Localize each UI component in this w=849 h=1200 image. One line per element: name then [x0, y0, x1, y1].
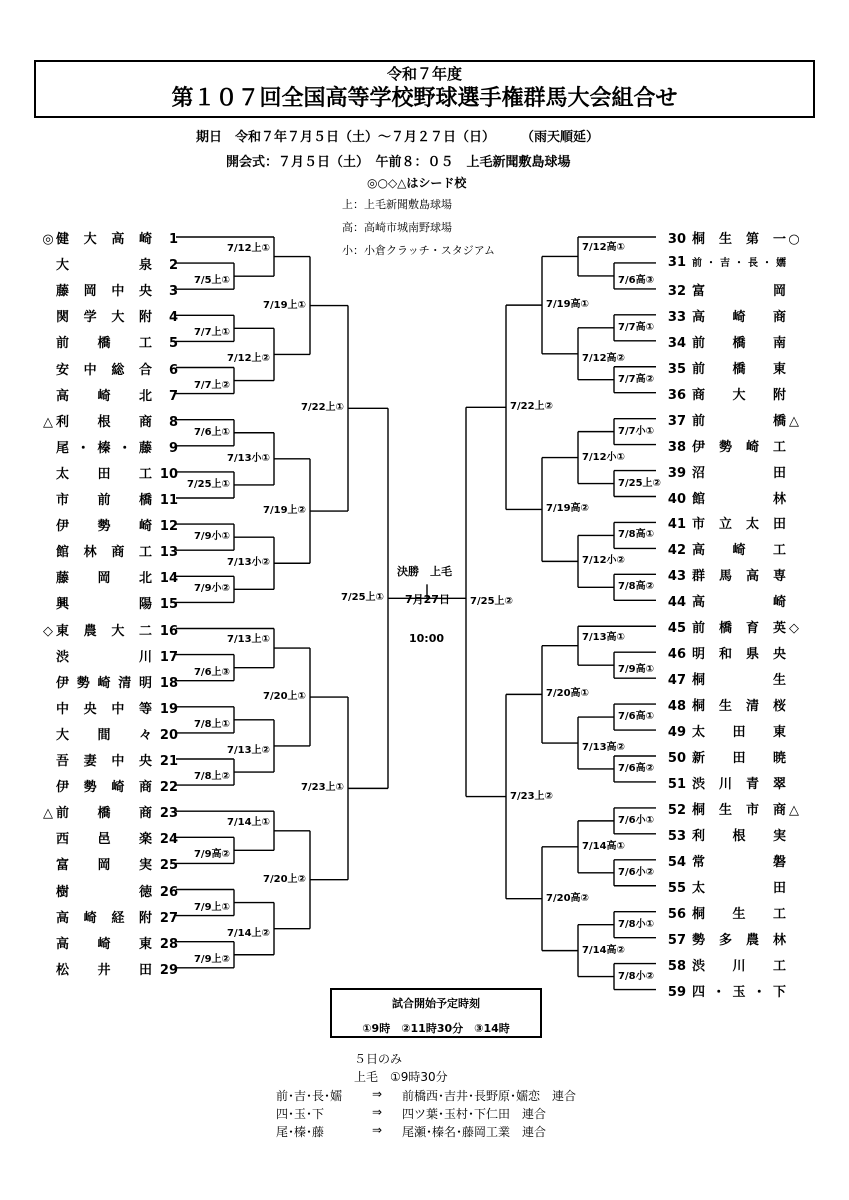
team-row [40, 776, 190, 795]
team-row [40, 280, 190, 299]
team-number: 7 [168, 388, 178, 404]
team-name: 桐生 [692, 673, 786, 689]
joint-team-2-abbr: 四･玉･下 [276, 1107, 325, 1121]
legend-title: 試合開始予定時刻 [392, 997, 480, 1010]
team-row [40, 359, 190, 378]
team-row [40, 489, 190, 508]
team-row [40, 854, 190, 873]
team-name: 伊勢崎工 [692, 439, 786, 455]
team-row [660, 254, 830, 270]
match-label: 7/25上② [618, 474, 661, 489]
match-label: 7/19高① [546, 295, 589, 310]
team-row [40, 620, 190, 639]
team-row [40, 306, 190, 325]
seed-mark: △ [43, 414, 53, 430]
match-label: 7/25上① [187, 475, 230, 490]
match-label: 7/12小② [582, 551, 625, 566]
team-number: 26 [159, 884, 178, 900]
team-number: 53 [667, 828, 686, 844]
team-name: 伊勢崎清明 [56, 675, 152, 691]
match-label: 7/6小② [618, 863, 654, 878]
team-row [660, 695, 830, 714]
team-row [40, 959, 190, 978]
team-number: 19 [159, 701, 178, 717]
match-label: 7/12上② [227, 349, 270, 364]
team-row [660, 981, 830, 1000]
team-number: 29 [159, 962, 178, 978]
team-number: 6 [168, 362, 178, 378]
match-label: 7/8上① [194, 715, 230, 730]
title-year: 令和７年度 [386, 65, 462, 83]
team-number: 28 [159, 936, 178, 952]
team-row [660, 747, 830, 766]
team-number: 24 [159, 832, 178, 848]
match-label: 7/6上① [194, 423, 230, 438]
match-label: 7/8高① [618, 525, 654, 540]
team-row [660, 462, 830, 481]
team-name: 前橋商 [56, 806, 152, 822]
team-name: 明和県央 [692, 647, 786, 663]
team-name: 市立太田 [692, 517, 786, 533]
team-number: 56 [667, 906, 686, 922]
match-label: 7/6高① [618, 707, 654, 722]
team-number: 33 [667, 309, 686, 325]
match-label: 7/20上② [263, 870, 306, 885]
seed-mark: ○ [788, 232, 800, 247]
team-name: 渋川工 [692, 958, 786, 974]
match-label: 7/23上② [510, 787, 553, 802]
team-row [40, 881, 190, 900]
team-row [660, 929, 830, 948]
match-label: 7/20上① [263, 687, 306, 702]
team-number: 37 [667, 413, 686, 429]
team-number: 41 [667, 517, 686, 533]
team-name: 高崎東 [56, 936, 152, 952]
team-name: 吾妻中央 [56, 754, 152, 769]
team-number: 5 [168, 336, 178, 352]
team-number: 39 [667, 465, 686, 481]
seed-note: ◎○◇△はシード校 [367, 176, 467, 190]
team-name: 興陽 [56, 597, 152, 613]
match-label: 7/22上② [510, 397, 553, 412]
team-row [40, 541, 190, 560]
match-label: 7/6高② [618, 759, 654, 774]
match-label: 7/19高② [546, 499, 589, 514]
team-number: 49 [667, 725, 686, 741]
match-label: 7/20高② [546, 889, 589, 904]
match-label: 7/9小① [194, 527, 230, 542]
team-name: 前橋工 [56, 336, 152, 352]
joint-team-1-full: 前橋西･吉井･長野原･嬬恋 連合 [402, 1089, 577, 1103]
match-label: 7/13高① [582, 628, 625, 643]
match-label: 7/19上① [263, 296, 306, 311]
note-jomo-time: 上毛 ①9時30分 [354, 1070, 448, 1084]
team-row [660, 721, 830, 740]
team-name: 四・玉・下 [692, 984, 786, 1000]
match-label: 7/12小① [582, 448, 625, 463]
team-row [660, 228, 830, 247]
team-row [660, 306, 830, 325]
match-label: 7/6上③ [194, 663, 230, 678]
team-name: 新田暁 [692, 751, 786, 766]
team-number: 40 [667, 491, 686, 507]
team-row [40, 593, 190, 612]
tournament-dates: 期日 令和７年７月５日（土）～７月２７日（日） （雨天順延） [196, 130, 600, 145]
opening-ceremony: 開会式：７月５日（土） 午前８：０５ 上毛新聞敷島球場 [226, 155, 571, 170]
team-number: 9 [168, 440, 178, 456]
team-name: 勢多農林 [692, 932, 786, 948]
team-number: 43 [667, 569, 686, 585]
team-name: 尾・榛・藤 [56, 440, 152, 456]
arrow-icon: ⇒ [372, 1105, 383, 1119]
team-name: 安中総合 [56, 362, 152, 378]
team-row [660, 955, 830, 974]
team-name: 西邑楽 [56, 832, 152, 848]
team-number: 14 [159, 571, 178, 587]
team-name: 富岡 [692, 283, 786, 299]
team-number: 10 [159, 466, 178, 482]
match-label: 7/9高① [618, 660, 654, 675]
team-row [40, 228, 190, 247]
team-name: 藤岡北 [56, 571, 152, 587]
team-name: 沼田 [692, 465, 786, 481]
team-number: 48 [667, 699, 686, 715]
arrow-icon: ⇒ [372, 1087, 383, 1101]
team-name: 大間々 [56, 727, 152, 743]
team-row [40, 828, 190, 847]
match-label: 7/6高③ [618, 271, 654, 286]
team-row [660, 825, 830, 844]
team-name: 桐生工 [692, 906, 786, 922]
team-number: 16 [159, 623, 178, 639]
match-label: 7/9小② [194, 579, 230, 594]
match-label: 7/12上① [227, 239, 270, 254]
match-label: 7/22上① [301, 398, 344, 413]
seed-mark: ◎ [42, 232, 54, 247]
team-name: 太田 [692, 880, 786, 896]
match-label: 7/23上① [301, 778, 344, 793]
match-label: 7/25上① [341, 588, 384, 603]
team-name: 高崎北 [56, 388, 152, 404]
joint-team-1-abbr: 前･吉･長･嬬 [276, 1089, 343, 1103]
team-row [660, 799, 830, 818]
match-label: 7/7高① [618, 318, 654, 333]
team-row [40, 437, 190, 456]
team-row [40, 567, 190, 586]
team-row [660, 591, 830, 610]
team-name: 利根商 [56, 414, 152, 430]
team-name: 大泉 [56, 258, 152, 274]
team-row [660, 851, 830, 870]
seed-mark: ◇ [789, 621, 799, 637]
team-number: 13 [159, 545, 178, 561]
match-label: 7/8小① [618, 915, 654, 930]
team-number: 42 [667, 543, 686, 559]
team-row [660, 565, 830, 584]
team-name: 館林商工 [56, 545, 152, 561]
match-label: 7/13小② [227, 553, 270, 568]
team-number: 46 [667, 647, 686, 663]
team-name: 富岡実 [56, 858, 152, 874]
team-name: 太田東 [692, 725, 786, 741]
team-name: 桐生清桜 [692, 699, 786, 715]
team-number: 57 [667, 932, 686, 948]
start-time-legend [330, 988, 542, 1038]
team-name: 利根実 [692, 828, 786, 844]
team-row [660, 358, 830, 377]
match-label: 7/8小② [618, 967, 654, 982]
team-number: 12 [159, 519, 178, 535]
team-row [660, 384, 830, 403]
team-name: 高崎工 [692, 543, 786, 559]
seed-mark: △ [789, 413, 799, 429]
team-name: 樹徳 [56, 884, 152, 900]
joint-team-2-full: 四ツ葉･玉村･下仁田 連合 [402, 1107, 547, 1121]
match-label: 7/12高② [582, 349, 625, 364]
final-date: 7月27日 [405, 593, 450, 606]
team-number: 17 [159, 649, 178, 665]
team-number: 1 [168, 232, 178, 247]
team-number: 47 [667, 673, 686, 689]
team-name: 群馬高専 [692, 569, 786, 585]
team-row [40, 254, 190, 273]
team-name: 健大高崎 [56, 232, 152, 247]
team-number: 59 [667, 984, 686, 1000]
team-name: 関学大附 [56, 310, 152, 326]
match-label: 7/19上② [263, 501, 306, 516]
team-row [660, 643, 830, 662]
team-number: 35 [667, 361, 686, 377]
team-number: 8 [168, 414, 178, 430]
match-label: 7/13小① [227, 449, 270, 464]
joint-team-3-full: 尾瀬･榛名･藤岡工業 連合 [402, 1125, 547, 1139]
team-name: 館林 [692, 491, 786, 507]
team-number: 31 [667, 254, 686, 270]
match-label: 7/6小① [618, 811, 654, 826]
match-label: 7/25上② [470, 592, 513, 607]
team-number: 20 [159, 727, 178, 743]
team-row [660, 903, 830, 922]
team-row [40, 332, 190, 351]
team-name: 渋川青翠 [692, 776, 786, 792]
match-label: 7/14高② [582, 941, 625, 956]
team-number: 44 [667, 595, 686, 611]
team-name: 桐生第一 [692, 232, 786, 247]
team-name: 伊勢崎商 [56, 780, 152, 796]
legend-times: ①9時 ②11時30分 ③14時 [362, 1022, 510, 1035]
team-row [40, 646, 190, 665]
match-label: 7/20高① [546, 684, 589, 699]
team-row [40, 463, 190, 482]
match-label: 7/14高① [582, 837, 625, 852]
team-number: 3 [168, 284, 178, 300]
team-number: 38 [667, 439, 686, 455]
team-name: 中央中等 [56, 701, 152, 717]
team-row [40, 411, 190, 430]
team-row [40, 750, 190, 769]
team-name: 太田工 [56, 466, 152, 482]
team-name: 松井田 [56, 962, 152, 978]
venue-jomo: 上：上毛新聞敷島球場 [342, 198, 452, 211]
team-row [40, 515, 190, 534]
team-number: 2 [168, 258, 178, 274]
team-number: 4 [168, 310, 178, 326]
team-row [660, 617, 830, 636]
team-name: 桐生市商 [692, 802, 786, 818]
team-row [40, 907, 190, 926]
match-label: 7/9上② [194, 950, 230, 965]
team-name: 前橋南 [692, 335, 786, 351]
team-name: 前橋 [692, 413, 786, 429]
team-number: 25 [159, 858, 178, 874]
team-name: 高崎商 [692, 309, 786, 325]
team-name: 高崎経附 [56, 910, 152, 926]
team-name: 市前橋 [56, 493, 152, 508]
team-row [40, 802, 190, 821]
team-number: 30 [667, 232, 686, 247]
team-number: 15 [159, 597, 178, 613]
joint-team-3-abbr: 尾･榛･藤 [276, 1125, 325, 1139]
team-row [660, 488, 830, 507]
team-row [660, 436, 830, 455]
match-label: 7/7上② [194, 376, 230, 391]
team-row [660, 669, 830, 688]
team-name: 商大附 [692, 387, 786, 403]
match-label: 7/9上① [194, 898, 230, 913]
team-row [40, 933, 190, 952]
match-label: 7/9高② [194, 845, 230, 860]
team-row [660, 410, 830, 429]
team-row [660, 877, 830, 896]
team-number: 23 [159, 806, 178, 822]
seed-mark: △ [789, 802, 799, 818]
match-label: 7/5上① [194, 271, 230, 286]
venue-takasaki: 高：高崎市城南野球場 [342, 221, 452, 234]
match-label: 7/13上② [227, 741, 270, 756]
match-label: 7/14上② [227, 924, 270, 939]
team-number: 21 [159, 754, 178, 769]
team-number: 52 [667, 802, 686, 818]
team-number: 34 [667, 335, 686, 351]
match-label: 7/13上① [227, 630, 270, 645]
team-row [660, 280, 830, 299]
final-label: 決勝 上毛 [397, 565, 452, 578]
final-time: 10:00 [409, 632, 445, 645]
match-label: 7/7高② [618, 370, 654, 385]
team-row [660, 513, 830, 532]
team-row [660, 332, 830, 351]
team-name: 高崎 [692, 595, 786, 611]
team-number: 18 [159, 675, 178, 691]
match-label: 7/14上① [227, 813, 270, 828]
page-title: 第１０７回全国高等学校野球選手権群馬大会組合せ [171, 86, 678, 111]
match-label: 7/8高② [618, 577, 654, 592]
match-label: 7/7上① [194, 323, 230, 338]
seed-mark: ◇ [43, 623, 53, 639]
match-label: 7/13高② [582, 738, 625, 753]
team-row [40, 672, 190, 691]
team-name: 前橋育英 [692, 621, 786, 637]
team-name: 伊勢崎 [56, 519, 152, 535]
match-label: 7/8上② [194, 767, 230, 782]
match-label: 7/7小① [618, 422, 654, 437]
team-number: 32 [667, 283, 686, 299]
team-number: 45 [667, 621, 686, 637]
venue-ogura: 小：小倉クラッチ・スタジアム [342, 244, 496, 257]
team-number: 22 [159, 780, 178, 796]
team-number: 27 [159, 910, 178, 926]
team-row [660, 773, 830, 792]
match-label: 7/12高① [582, 238, 625, 253]
team-number: 54 [667, 854, 686, 870]
team-row [40, 724, 190, 743]
team-row [660, 539, 830, 558]
note-only-5th: ５日のみ [354, 1052, 403, 1066]
team-name: 藤岡中央 [56, 284, 152, 300]
team-name: 渋川 [56, 649, 152, 665]
team-number: 50 [667, 751, 686, 766]
team-row [40, 385, 190, 404]
team-number: 11 [159, 493, 178, 508]
team-name: 東農大二 [56, 623, 152, 639]
team-row [40, 698, 190, 717]
team-name: 前橋東 [692, 361, 786, 377]
team-number: 36 [667, 387, 686, 403]
team-name: 常磐 [692, 854, 786, 870]
team-number: 51 [667, 776, 686, 792]
seed-mark: △ [43, 806, 53, 822]
team-number: 58 [667, 958, 686, 974]
arrow-icon: ⇒ [372, 1123, 383, 1137]
team-name: 前・吉・長・嬬 [692, 257, 786, 269]
team-number: 55 [667, 880, 686, 896]
